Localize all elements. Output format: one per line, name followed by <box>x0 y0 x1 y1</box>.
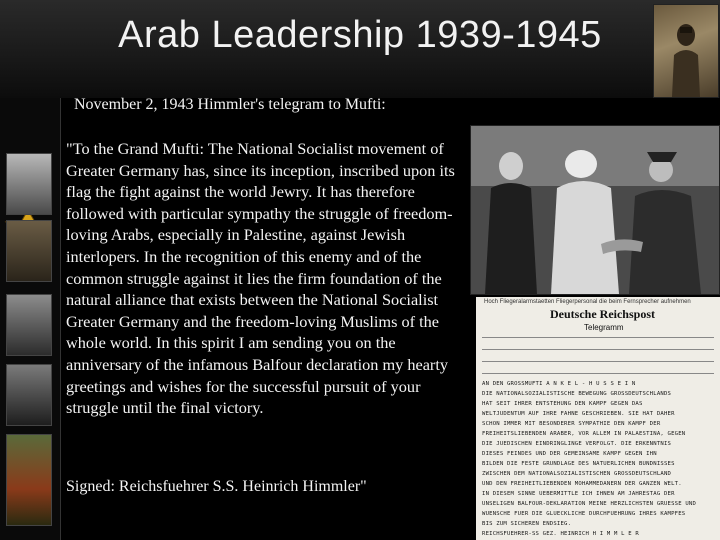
telegram-rule <box>482 349 714 350</box>
telegram-line: UND DEN FREIHEITLIEBENDEN MOHAMMEDANERN DER GANZEN WELT. <box>482 481 682 487</box>
telegram-line: UNSELIGEN BALFOUR-DEKLARATION MEINE HERZLICHSTEN GRUESSE UND <box>482 501 697 507</box>
telegram-line: WELTJUDENTUM AUF IHRE FAHNE GESCHRIEBEN. SIE HAT DAHER <box>482 411 675 417</box>
telegram-line: ZWISCHEN DEM NATIONALSOZIALISTISCHEN GROSSDEUTSCHLAND <box>482 471 672 477</box>
historical-photo <box>470 125 720 295</box>
portrait-thumbnail-1 <box>6 153 52 215</box>
telegram-line: BILDEN DIE FESTE GRUNDLAGE DES NATUERLICHEN BUNDNISSES <box>482 461 675 467</box>
telegram-line: DIE JUEDISCHEN EINDRINGLINGE VERFOLGT. DIE ERKENNTNIS <box>482 441 672 447</box>
telegram-rule <box>482 373 714 374</box>
poster-thumbnail <box>6 434 52 526</box>
telegram-label: Telegramm <box>584 323 624 332</box>
telegram-reichspost: Deutsche Reichspost <box>550 307 655 321</box>
telegram-rule <box>482 361 714 362</box>
document-heading: November 2, 1943 Himmler's telegram to Mufti: <box>74 96 386 113</box>
telegram-line: AN DEN GROSSMUFTI A N K E L - H U S S E I N <box>482 381 636 387</box>
meeting-photo-image <box>471 126 719 294</box>
portrait-thumbnail-4 <box>6 364 52 426</box>
portrait-thumbnail-3 <box>6 294 52 356</box>
sidebar-image-strip <box>0 98 61 540</box>
corner-photo <box>653 4 719 98</box>
telegram-line: HAT SEIT IHRER ENTSTEHUNG DEN KAMPF GEGEN DAS <box>482 401 643 407</box>
telegram-line: IN DIESEM SINNE UEBERMITTLE ICH IHNEN AM JAHRESTAG DER <box>482 491 675 497</box>
portrait-thumbnail-2 <box>6 220 52 282</box>
telegram-document <box>476 297 720 540</box>
telegram-line: DIESES FEINDES UND DER GEMEINSAME KAMPF GEGEN IHN <box>482 451 657 457</box>
telegram-quote: "To the Grand Mufti: The National Socialist movement of Greater Germany has, since its inception, inscribed upon its flag the fight against the world Jewry. It has therefore followed with particular sympathy the struggle of freedom-loving Arabs, especially in Palestine, against Jewish interlopers. In the recognition of this enemy and of the common struggle against it lies the firm foundation of the natural alliance that exists between the National Socialist Greater Germany and the freedom-loving Muslims of the whole world. In this spirit I am sending you on the anniversary of the infamous Balfour declaration my hearty greetings and wishes for the successful pursuit of your struggle until the final victory. <box>66 139 455 418</box>
child-portrait-image <box>654 5 718 97</box>
telegram-line: REICHSFUEHRER-SS GEZ. HEINRICH H I M M L E R <box>482 531 639 537</box>
telegram-line: BIS ZUM SICHEREN ENDSIEG. <box>482 521 572 527</box>
telegram-line: SCHON IMMER MIT BESONDERER SYMPATHIE DEN KAMPF DER <box>482 421 661 427</box>
telegram-header: Hoch Fliegeralarmstaetten Fliegerpersonal die beim Fernsprecher aufnehmen <box>484 299 691 305</box>
telegram-rule <box>482 337 714 338</box>
telegram-line: DIE NATIONALSOZIALISTISCHE BEWEGUNG GROSSDEUTSCHLANDS <box>482 391 672 397</box>
signature-line: Signed: Reichsfuehrer S.S. Heinrich Himmler" <box>66 478 367 495</box>
telegram-line: WUENSCHE FUER DIE GLUECKLICHE DURCHFUEHRUNG IHRES KAMPFES <box>482 511 686 517</box>
slide-title: Arab Leadership 1939-1945 <box>118 14 602 56</box>
telegram-line: FREIHEITSLIEBENDEN ARABER, VOR ALLEM IN PALAESTINA, GEGEN <box>482 431 686 437</box>
